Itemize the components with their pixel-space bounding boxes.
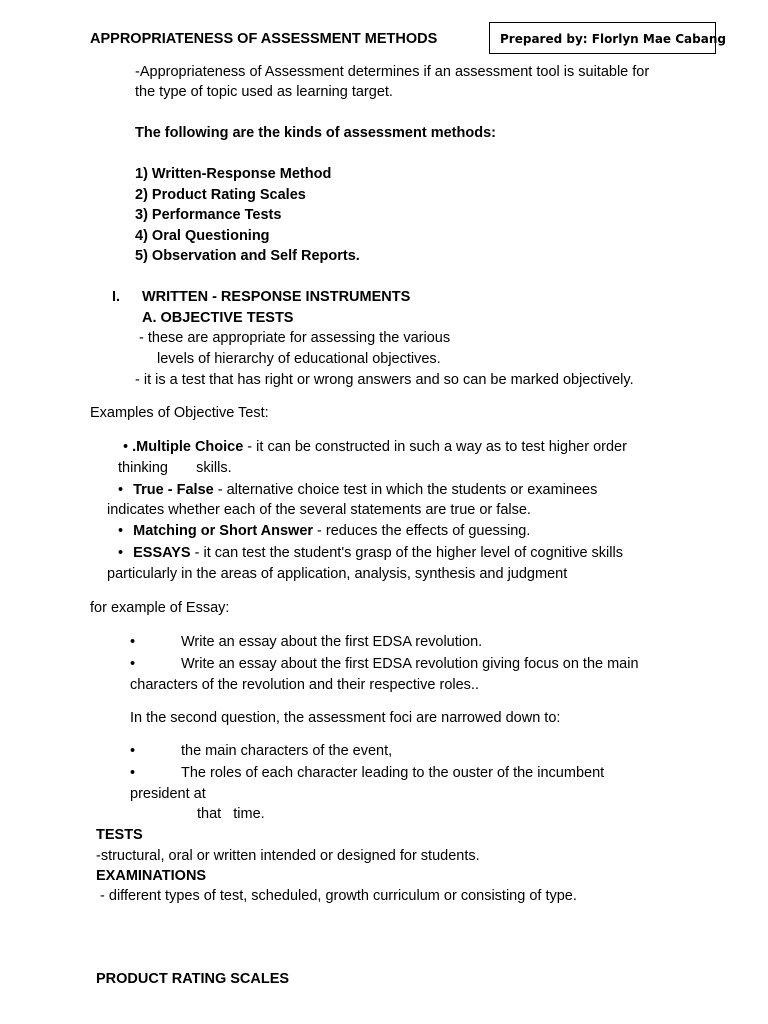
method-item: 4) Oral Questioning bbox=[135, 228, 270, 244]
example-desc: - reduces the effects of guessing. bbox=[313, 523, 531, 539]
method-item: 2) Product Rating Scales bbox=[135, 187, 306, 203]
bullet-icon: • bbox=[130, 765, 136, 781]
list-item bbox=[118, 543, 623, 563]
tests-heading: TESTS bbox=[96, 827, 143, 843]
objective-desc-line-1: - these are appropriate for assessing the various bbox=[139, 330, 451, 346]
example-term: True - False bbox=[133, 482, 214, 498]
exams-desc: - different types of test, scheduled, growth curriculum or consisting of type. bbox=[96, 888, 577, 904]
list-item bbox=[118, 521, 530, 541]
objective-desc-line-3: - it is a test that has right or wrong answers and so can be marked objectively. bbox=[135, 372, 634, 388]
intro-line-2: the type of topic used as learning target. bbox=[135, 84, 393, 100]
bullet-icon: • bbox=[130, 743, 136, 759]
example-desc: - it can test the student's grasp of the higher level of cognitive skills bbox=[190, 545, 623, 561]
bullet-icon: • bbox=[123, 439, 129, 455]
narrowed-text: In the second question, the assessment foci are narrowed down to: bbox=[130, 710, 561, 726]
example-desc: - alternative choice test in which the students or examinees bbox=[213, 482, 598, 498]
subsection-heading: A. OBJECTIVE TESTS bbox=[142, 310, 294, 326]
essay-examples-heading: for example of Essay: bbox=[90, 600, 230, 616]
foci-item-2: The roles of each character leading to the ouster of the incumbent bbox=[181, 765, 605, 781]
essay-question-1: Write an essay about the first EDSA revolution. bbox=[181, 634, 483, 650]
example-term: ESSAYS bbox=[133, 545, 191, 561]
bullet-icon: • bbox=[130, 634, 136, 650]
bullet-icon: • bbox=[118, 545, 124, 561]
product-rating-heading: PRODUCT RATING SCALES bbox=[96, 971, 290, 987]
document-title: APPROPRIATENESS OF ASSESSMENT METHODS bbox=[90, 31, 438, 47]
essay-question-2-cont: characters of the revolution and their respective roles.. bbox=[130, 677, 479, 693]
bullet-icon: • bbox=[118, 482, 124, 498]
list-item bbox=[123, 437, 627, 457]
list-item bbox=[118, 480, 597, 500]
example-desc-cont: particularly in the areas of application, analysis, synthesis and judgment bbox=[107, 566, 568, 582]
foci-item-1: the main characters of the event, bbox=[181, 743, 393, 759]
bullet-icon: • bbox=[118, 523, 124, 539]
example-term: Matching or Short Answer bbox=[133, 523, 314, 539]
method-item: 3) Performance Tests bbox=[135, 207, 282, 223]
method-item: 5) Observation and Self Reports. bbox=[135, 248, 360, 264]
example-desc-cont: indicates whether each of the several statements are true or false. bbox=[107, 502, 531, 518]
essay-question-2: Write an essay about the first EDSA revolution giving focus on the main bbox=[181, 656, 639, 672]
objective-examples-heading: Examples of Objective Test: bbox=[90, 405, 269, 421]
section-numeral: I. bbox=[112, 289, 121, 305]
kinds-heading: The following are the kinds of assessment methods: bbox=[135, 125, 496, 141]
objective-desc-line-2: levels of hierarchy of educational objectives. bbox=[157, 351, 441, 367]
example-term: .Multiple Choice bbox=[132, 439, 244, 455]
foci-item-2-cont: that time. bbox=[197, 806, 265, 822]
example-desc-cont: thinking skills. bbox=[118, 460, 232, 476]
example-desc: - it can be constructed in such a way as to test higher order bbox=[243, 439, 627, 455]
tests-desc: -structural, oral or written intended or designed for students. bbox=[96, 848, 480, 864]
method-item: 1) Written-Response Method bbox=[135, 166, 332, 182]
intro-line-1: -Appropriateness of Assessment determines if an assessment tool is suitable for bbox=[135, 64, 650, 80]
section-heading: WRITTEN - RESPONSE INSTRUMENTS bbox=[142, 289, 411, 305]
exams-heading: EXAMINATIONS bbox=[96, 868, 207, 884]
bullet-icon: • bbox=[130, 656, 136, 672]
foci-item-2-cont: president at bbox=[130, 786, 206, 802]
prepared-by-box: Prepared by: Florlyn Mae Cabang bbox=[489, 22, 716, 54]
